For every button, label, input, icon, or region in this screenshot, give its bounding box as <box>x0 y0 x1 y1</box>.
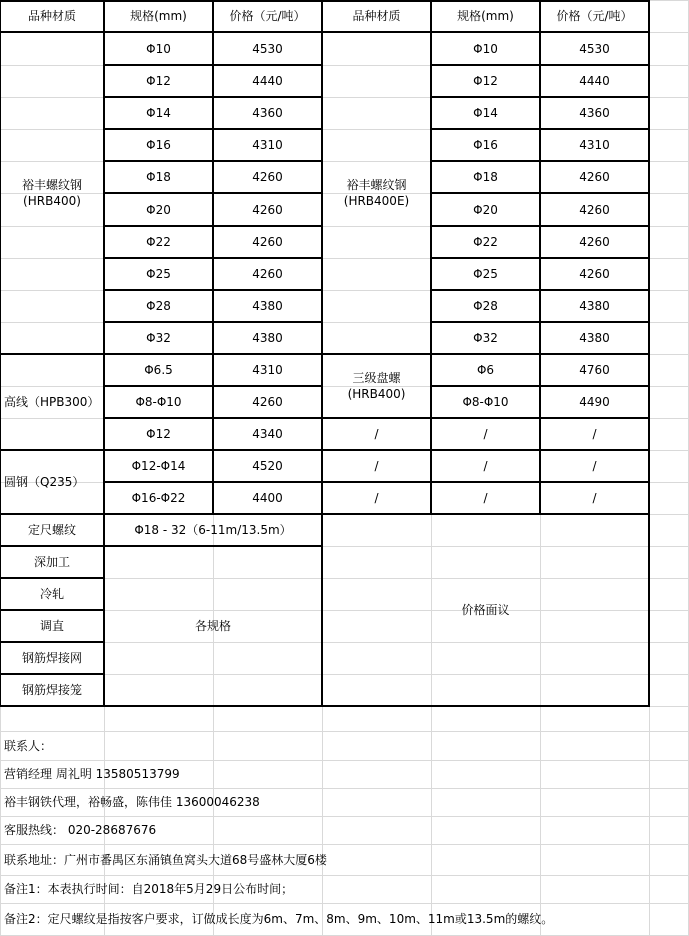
table-border <box>0 641 104 643</box>
table-border <box>104 257 322 259</box>
price-cell: 4530 <box>579 41 610 56</box>
material-rebar-right: 裕丰螺纹钢 (HRB400E) <box>343 178 410 208</box>
table-border <box>104 289 322 291</box>
empty-slash: / <box>592 427 597 441</box>
spec-cell: Φ22 <box>146 235 171 249</box>
material-rebar-left: 裕丰螺纹钢 (HRB400) <box>21 178 82 208</box>
processing-item: 钢筋焊接网 <box>21 651 82 665</box>
table-border <box>431 353 649 355</box>
empty-slash: / <box>483 427 488 441</box>
price-cell: 4380 <box>252 299 283 313</box>
table-border <box>0 577 104 579</box>
table-border <box>104 449 322 451</box>
spec-cell: Φ10 <box>473 41 498 56</box>
negotiable-price: 价格面议 <box>461 603 510 617</box>
table-border <box>431 321 649 323</box>
price-cell: 4360 <box>252 106 283 120</box>
note-manager: 营销经理 周礼明 13580513799 <box>4 767 180 781</box>
fixed-length-label: 定尺螺纹 <box>27 523 76 537</box>
empty-slash: / <box>592 491 597 505</box>
note-remark1: 备注1：本表执行时间：自2018年5月29日公布时间； <box>4 882 294 896</box>
spec-cell: Φ25 <box>146 267 171 281</box>
spec-cell: Φ28 <box>473 299 498 313</box>
spec-cell: Φ25 <box>473 267 498 281</box>
table-border <box>0 449 104 451</box>
price-cell: 4260 <box>252 395 283 409</box>
price-cell: 4260 <box>579 267 610 281</box>
empty-slash: / <box>374 491 379 505</box>
spec-cell: Φ14 <box>146 106 171 120</box>
price-cell: 4530 <box>252 41 283 56</box>
price-cell: 4260 <box>252 202 283 217</box>
table-border <box>104 128 322 130</box>
processing-item: 深加工 <box>33 555 70 569</box>
spec-cell: Φ18 <box>473 170 498 184</box>
table-border <box>0 513 104 515</box>
table-border <box>104 321 322 323</box>
processing-item: 调直 <box>39 619 64 633</box>
table-border <box>104 160 322 162</box>
price-cell: 4490 <box>579 395 610 409</box>
table-border <box>104 96 322 98</box>
price-cell: 4380 <box>579 299 610 313</box>
empty-slash: / <box>374 459 379 473</box>
spec-cell: Φ12 <box>146 427 171 441</box>
table-border <box>104 353 322 355</box>
empty-slash: / <box>483 459 488 473</box>
column-header: 规格(mm) <box>457 9 514 23</box>
processing-item: 冷轧 <box>39 587 64 601</box>
spec-cell: Φ16 <box>473 138 498 152</box>
table-border <box>431 96 649 98</box>
table-border <box>431 289 649 291</box>
table-border <box>0 0 650 2</box>
table-border <box>0 545 104 547</box>
spec-cell: Φ16-Φ22 <box>131 491 186 505</box>
material-round-bar: 圆钢（Q235） <box>4 475 85 489</box>
table-border <box>322 481 649 483</box>
spec-cell: Φ20 <box>146 202 171 217</box>
spec-cell: Φ10 <box>146 41 171 56</box>
price-cell: 4340 <box>252 427 283 441</box>
spec-cell: Φ20 <box>473 202 498 217</box>
table-border <box>322 513 649 515</box>
table-border <box>0 705 104 707</box>
table-border <box>322 449 649 451</box>
note-remark2: 备注2：定尺螺纹是指按客户要求，订做成长度为6m、7m、8m、9m、10m、11m或13.5m的螺纹。 <box>4 912 554 926</box>
table-border <box>104 192 322 194</box>
empty-slash: / <box>592 459 597 473</box>
table-border <box>431 64 649 66</box>
column-header: 品种材质 <box>352 9 401 23</box>
table-border <box>431 192 649 194</box>
table-border <box>0 609 104 611</box>
price-cell: 4260 <box>252 235 283 249</box>
table-border <box>104 481 322 483</box>
table-border <box>104 385 322 387</box>
table-border <box>104 417 322 419</box>
table-border <box>0 353 104 355</box>
table-border <box>431 385 649 387</box>
spec-cell: Φ14 <box>473 106 498 120</box>
price-cell: 4400 <box>252 491 283 505</box>
note-agent: 裕丰钢铁代理，裕畅盛，陈伟佳 13600046238 <box>4 795 260 809</box>
price-cell: 4260 <box>579 202 610 217</box>
spec-cell: Φ12 <box>473 74 498 88</box>
spec-cell: Φ32 <box>473 331 498 345</box>
spec-cell: Φ12 <box>146 74 171 88</box>
price-cell: 4260 <box>579 170 610 184</box>
table-border <box>322 417 431 419</box>
note-hotline: 客服热线： 020-28687676 <box>4 823 157 837</box>
spec-cell: Φ12-Φ14 <box>131 459 186 473</box>
material-wire-rod: 高线（HPB300） <box>4 395 100 409</box>
table-border <box>0 673 104 675</box>
price-cell: 4520 <box>252 459 283 473</box>
table-border <box>104 513 322 515</box>
column-header: 规格(mm) <box>130 9 187 23</box>
price-cell: 4310 <box>252 138 283 152</box>
note-contact-label: 联系人： <box>4 738 53 753</box>
note-address: 联系地址：广州市番禺区东涌镇鱼窝头大道68号盛林大厦6楼 <box>4 852 327 867</box>
material-coil: 三级盘螺 (HRB400) <box>347 371 406 401</box>
spec-cell: Φ16 <box>146 138 171 152</box>
price-cell: 4260 <box>252 170 283 184</box>
table-border <box>431 257 649 259</box>
price-cell: 4360 <box>579 106 610 120</box>
price-cell: 4440 <box>252 74 283 88</box>
processing-spec: 各规格 <box>194 619 231 633</box>
spec-cell: Φ8-Φ10 <box>135 395 182 409</box>
table-border <box>104 545 322 547</box>
column-header: 价格（元/吨） <box>229 9 306 23</box>
spec-cell: Φ6 <box>476 363 495 377</box>
price-cell: 4760 <box>579 363 610 377</box>
table-border <box>0 31 649 33</box>
column-header: 品种材质 <box>27 9 76 23</box>
table-border <box>431 225 649 227</box>
price-cell: 4260 <box>579 235 610 249</box>
spec-cell: Φ8-Φ10 <box>462 395 509 409</box>
table-border <box>321 514 323 706</box>
price-cell: 4380 <box>579 331 610 345</box>
table-border <box>104 225 322 227</box>
table-border <box>431 417 649 419</box>
table-border <box>431 128 649 130</box>
table-border <box>322 353 431 355</box>
fixed-length-spec: Φ18 - 32（6-11m/13.5m） <box>134 523 292 537</box>
spec-cell: Φ28 <box>146 299 171 313</box>
price-cell: 4380 <box>252 331 283 345</box>
price-cell: 4260 <box>252 267 283 281</box>
price-cell: 4440 <box>579 74 610 88</box>
processing-item: 钢筋焊接笼 <box>21 683 82 697</box>
table-border <box>431 160 649 162</box>
spec-cell: Φ22 <box>473 235 498 249</box>
price-cell: 4310 <box>252 363 283 377</box>
empty-slash: / <box>483 491 488 505</box>
empty-slash: / <box>374 427 379 441</box>
price-cell: 4310 <box>579 138 610 152</box>
column-header: 价格（元/吨） <box>556 9 633 23</box>
table-border <box>104 64 322 66</box>
spec-cell: Φ18 <box>146 170 171 184</box>
spec-cell: Φ6.5 <box>144 363 173 377</box>
spec-cell: Φ32 <box>146 331 171 345</box>
